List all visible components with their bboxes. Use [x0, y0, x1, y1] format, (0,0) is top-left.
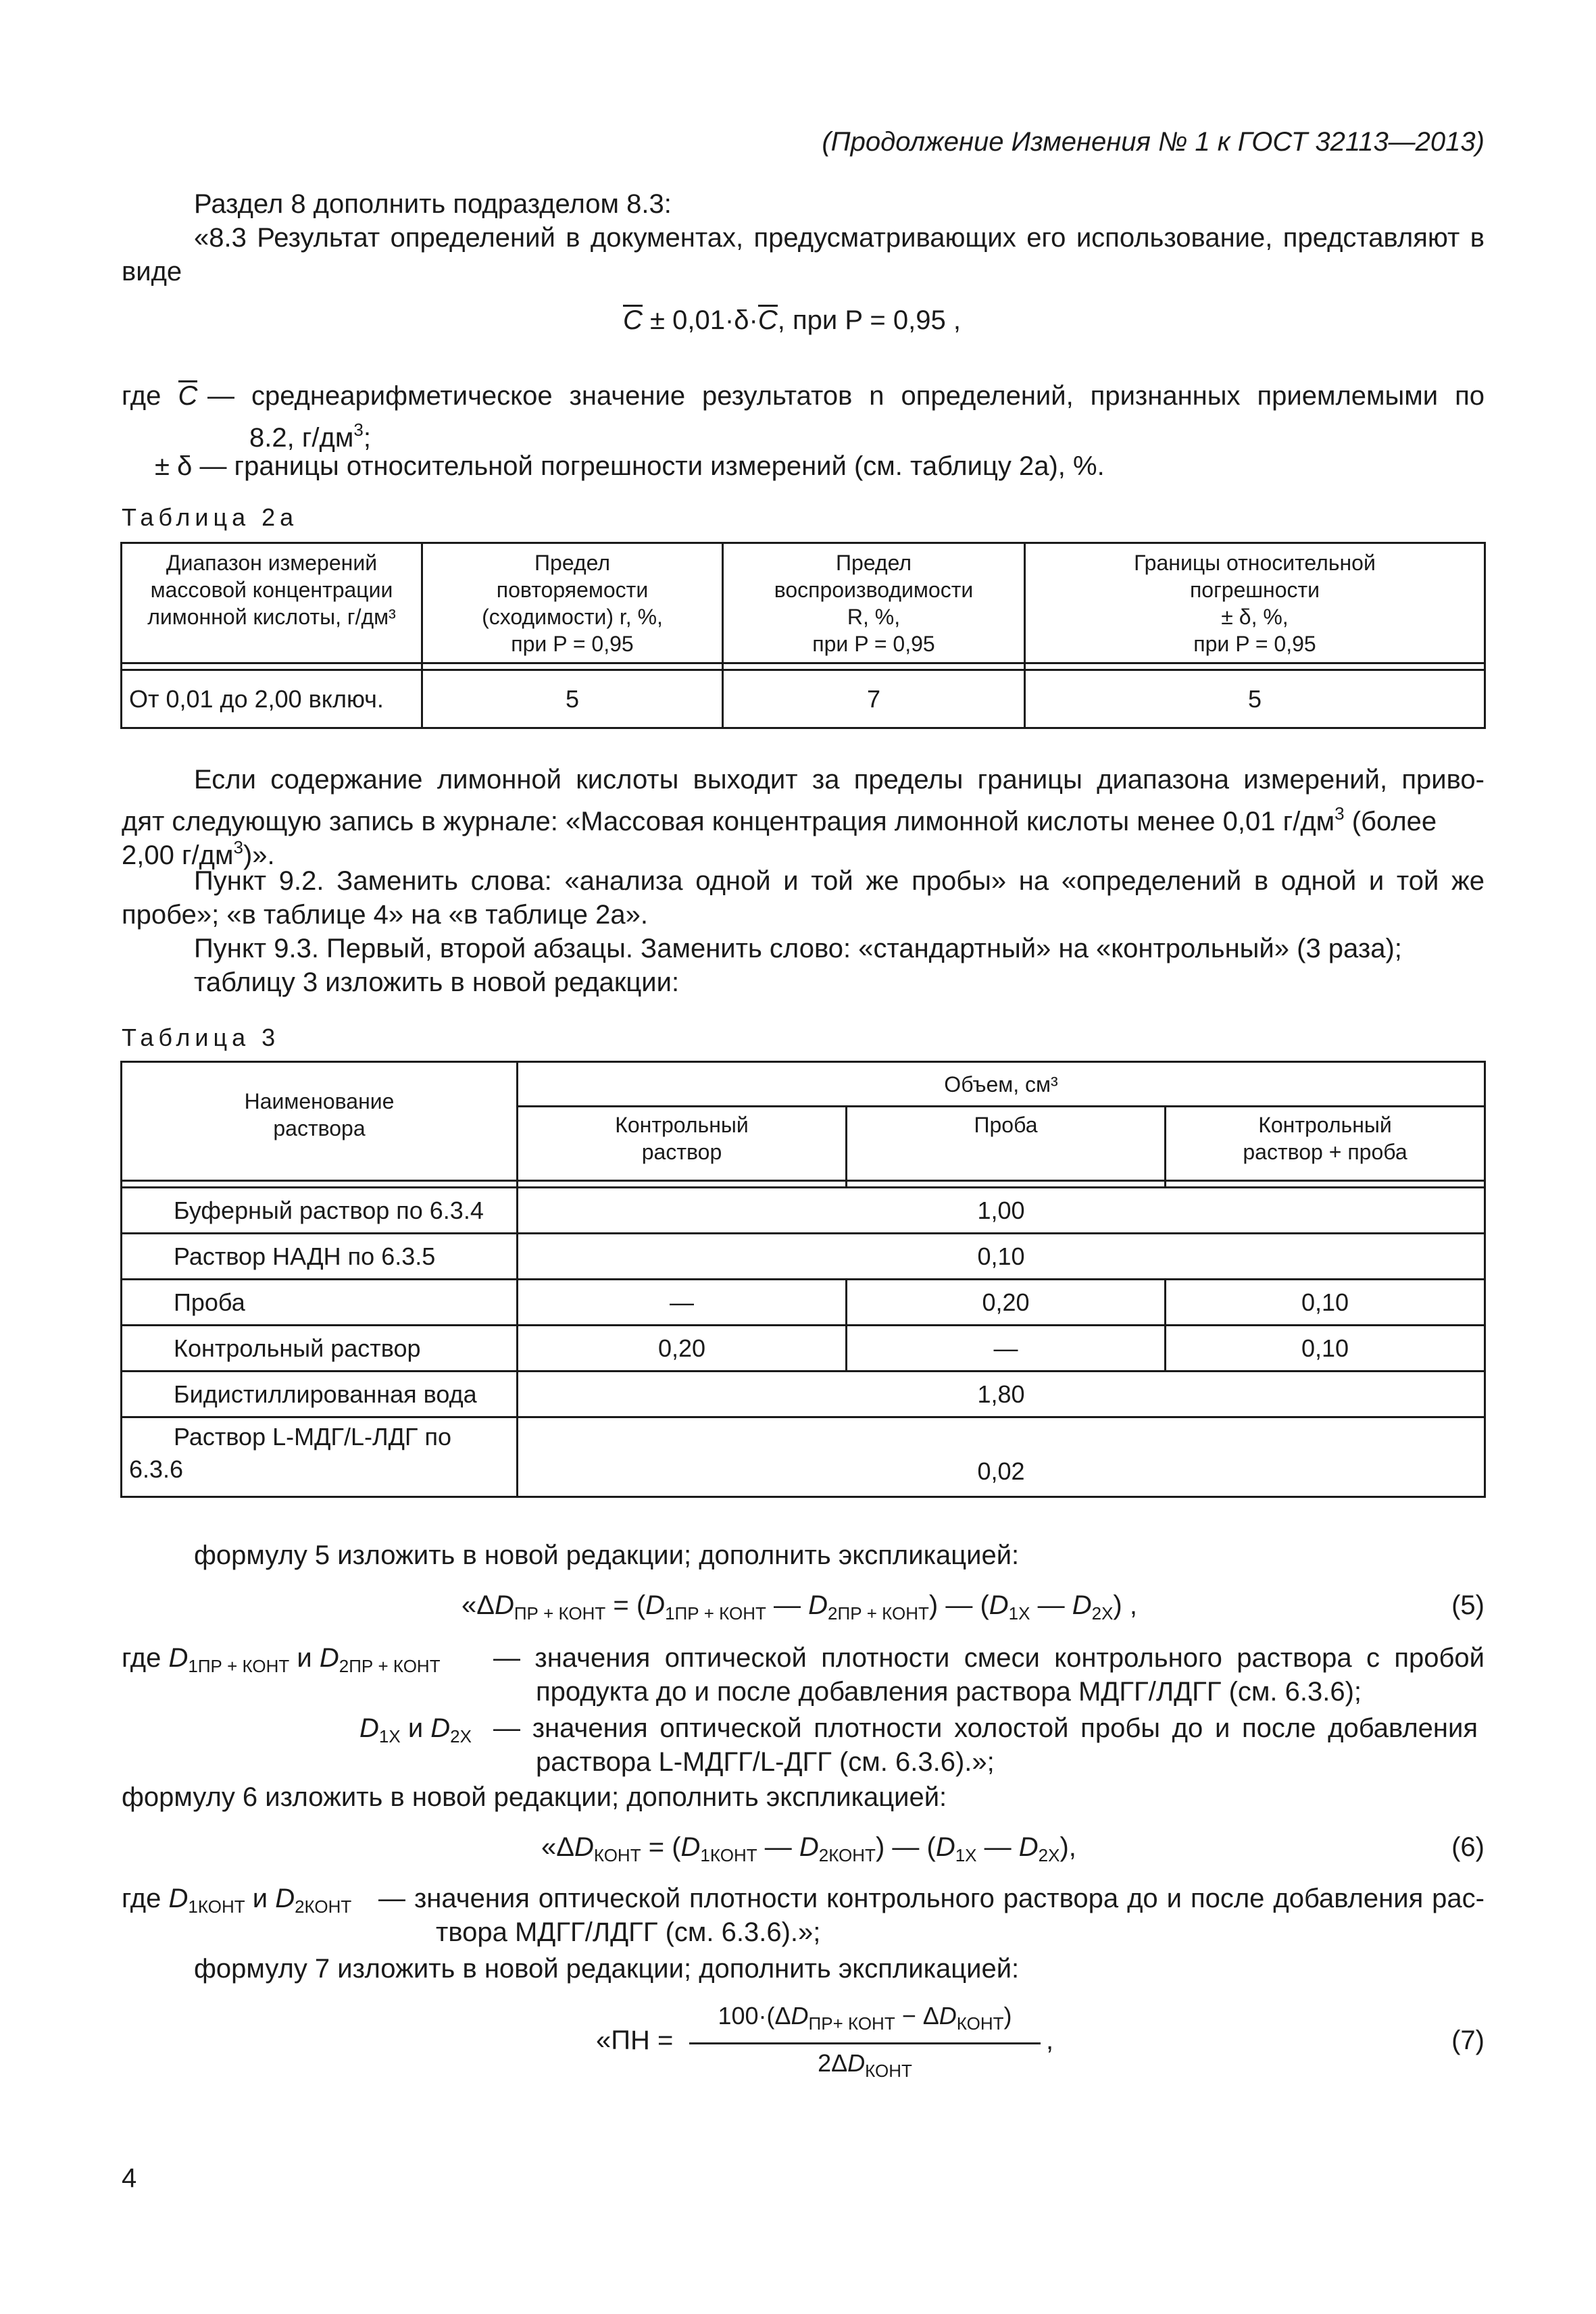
table-3-row-value: 0,20 [518, 1326, 847, 1372]
table-2a-header-reproducibility: Предел воспроизводимости R, %, при P = 0,95 [723, 543, 1025, 663]
table-row [122, 1417, 1485, 1497]
formula5-desc-2a: — значения оптической плотности холостой пробы до и после добавления [493, 1713, 1478, 1743]
para2-line-7: таблицу 3 изложить в новой редакции: [194, 967, 680, 997]
para2-line-1: Если содержание лимонной кислоты выходит за пределы границы диапазона измерений, приво- [194, 765, 1485, 795]
table-3-row-name: Бидистиллированная вода [122, 1372, 518, 1417]
table-2a-header-repeatability: Предел повторяемости (сходимости) r, %, при P = 0,95 [422, 543, 723, 663]
formula5-intro: формулу 5 изложить в новой редакции; дополнить экспликацией: [194, 1540, 1020, 1570]
table-3-header-name: Наименование раствора [122, 1062, 518, 1181]
table-2a-double-rule [122, 663, 1485, 670]
formula5-desc-2b: раствора L-МДГГ/L-ДГГ (см. 6.3.6).»; [536, 1747, 995, 1777]
formula7-comma: , [1046, 2026, 1054, 2055]
formula5-desc-1a: — значения оптической плотности смеси контрольного раствора с пробой [493, 1643, 1485, 1673]
formula5-where-d1x: $D_{1Х}$ и $D_{2Х}$ [359, 1713, 472, 1746]
table-3-row-name: Буферный раствор по 6.3.4 [122, 1188, 518, 1234]
table-2a-cell-r: 5 [422, 670, 723, 728]
formula7-intro: формулу 7 изложить в новой редакции; дополнить экспликацией: [194, 1954, 1020, 1984]
page-number: 4 [122, 2163, 137, 2193]
formula7-numerator: $100\cdot(\Delta D_{ПР+ КОНТ} - \Delta D_{КОНТ})$ [718, 2002, 1012, 2034]
where-c-desc-1: — среднеарифметическое значение результатов n определений, признанных приемлемыми по [207, 381, 1485, 411]
table-2a-cell-range: От 0,01 до 2,00 включ. [122, 670, 422, 728]
formula5-where-lead: где $D_{1ПР + КОНТ}$ и $D_{2ПР + КОНТ}$ [122, 1643, 441, 1676]
formula6-desc-1a: — значения оптической плотности контрольного раствора до и после добавления рас- [378, 1884, 1485, 1913]
table-3-row-value: 0,10 [518, 1234, 1485, 1280]
table-2a-header-error-bounds: Границы относительной погрешности ± δ, %, при P = 0,95 [1025, 543, 1485, 663]
table-3-row-value: — [847, 1326, 1166, 1372]
table-row [122, 1280, 1485, 1326]
formula6-number: (6) [1451, 1832, 1485, 1862]
table-2a-header-range: Диапазон измерений массовой концентрации лимонной кислоты, г/дм³ [122, 543, 422, 663]
table-3-row-value: 1,00 [518, 1188, 1485, 1234]
table-row [122, 1188, 1485, 1234]
where-c-desc-2: 8.2, $г/дм^3$; [249, 420, 371, 453]
para2-line-4: Пункт 9.2. Заменить слова: «анализа одной и той же пробы» на «определений в одной и той же [194, 866, 1485, 896]
where-c-lead: где C [122, 381, 198, 411]
table-3-row-name: Раствор L-МДГ/L-ЛДГ по 6.3.6 [122, 1417, 518, 1497]
table-row [122, 1234, 1485, 1280]
formula7-fraction [689, 2000, 1041, 2087]
table-2a-cell-delta: 5 [1025, 670, 1485, 728]
table-3-row-value: — [518, 1280, 847, 1326]
table-3-caption: Таблица 3 [122, 1024, 280, 1051]
table-3-row-value: 0,02 [518, 1417, 1485, 1497]
formula7-denominator: $2\Delta D_{КОНТ}$ [818, 2049, 912, 2081]
table-row [122, 1372, 1485, 1417]
table-2a-cell-R: 7 [723, 670, 1025, 728]
table-3-header-control: Контрольный раствор [518, 1107, 847, 1181]
table-3-row-value: 1,80 [518, 1372, 1485, 1417]
page-header-continuation: (Продолжение Изменения № 1 к ГОСТ 32113—2013) [822, 127, 1485, 157]
table-3-row-value: 0,20 [847, 1280, 1166, 1326]
para2-line-2: дят следующую запись в журнале: «Массовая концентрация лимонной кислоты менее 0,01 $г/дм^3$ (более [122, 803, 1437, 836]
where-delta-desc: ± δ — границы относительной погрешности измерений (см. таблицу 2а), %. [155, 451, 1105, 481]
table-3-double-rule [122, 1181, 1485, 1188]
table-3-row-name: Контрольный раствор [122, 1326, 518, 1372]
table-3 [120, 1061, 1486, 1498]
table-3-row-value: 0,10 [1166, 1280, 1485, 1326]
intro-line-2: «8.3 Результат определений в документах, предусматривающих его использование, представляют в [194, 223, 1485, 253]
intro-line-1: Раздел 8 дополнить подразделом 8.3: [194, 189, 672, 219]
table-3-header-volume: Объем, см³ [518, 1062, 1485, 1107]
table-2a-row [122, 670, 1485, 728]
table-3-row-value: 0,10 [1166, 1326, 1485, 1372]
formula5: «$\Delta D_{ПР + КОНТ} = (D_{1ПР + КОНТ}$ — $D_{2ПР + КОНТ}$) — ($D_{1Х}$ — $D_{2Х}$) , [462, 1590, 1137, 1624]
para2-line-6: Пункт 9.3. Первый, второй абзацы. Заменить слово: «стандартный» на «контрольный» (3 раза); [194, 934, 1402, 963]
table-3-header-sample: Проба [847, 1107, 1166, 1181]
formula7-number: (7) [1451, 2026, 1485, 2055]
table-row [122, 1326, 1485, 1372]
table-3-header-row-1 [122, 1062, 1485, 1107]
formula-result: C ± 0,01·δ·C, при P = 0,95 , [623, 305, 961, 335]
formula6: «$\Delta D_{КОНТ} = (D_{1КОНТ}$ — $D_{2КОНТ}$) — ($D_{1Х}$ — $D_{2Х}$), [541, 1832, 1076, 1865]
table-3-row-name: Проба [122, 1280, 518, 1326]
table-2a [120, 542, 1486, 729]
table-2a-header-row [122, 543, 1485, 663]
para2-line-5: пробе»; «в таблице 4» на «в таблице 2а». [122, 900, 648, 930]
formula5-desc-1b: продукта до и после добавления раствора МДГГ/ЛДГГ (см. 6.3.6); [536, 1677, 1362, 1707]
para2-line-3: 2,00 $г/дм^3$)». [122, 837, 275, 870]
formula5-number: (5) [1451, 1590, 1485, 1620]
formula6-intro: формулу 6 изложить в новой редакции; дополнить экспликацией: [122, 1782, 947, 1812]
table-3-row-name: Раствор НАДН по 6.3.5 [122, 1234, 518, 1280]
formula6-desc-1b: твора МДГГ/ЛДГГ (см. 6.3.6).»; [436, 1917, 821, 1947]
formula7-lead: «ПН = [596, 2026, 674, 2055]
table-3-header-control-plus-sample: Контрольный раствор + проба [1166, 1107, 1485, 1181]
intro-line-3: виде [122, 257, 182, 286]
table-2a-caption: Таблица 2а [122, 503, 299, 531]
formula6-where-lead: где $D_{1КОНТ}$ и $D_{2КОНТ}$ [122, 1884, 352, 1917]
